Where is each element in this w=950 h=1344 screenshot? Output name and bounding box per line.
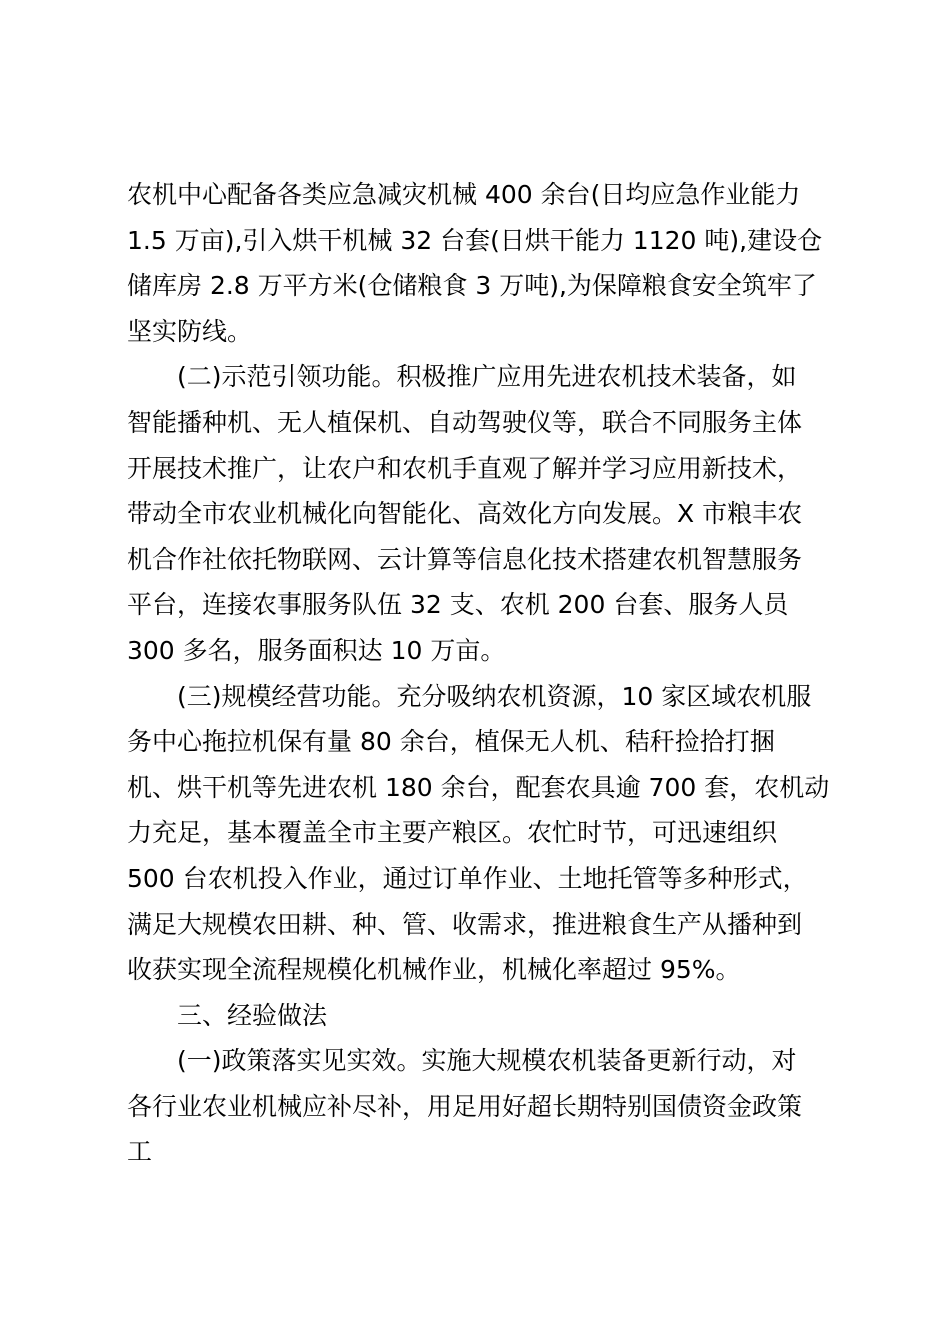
document-body (127, 172, 837, 1175)
text-line: 农机中心配备各类应急减灾机械 400 余台(日均应急作业能力 (127, 180, 801, 209)
text-line: 工 (127, 1137, 153, 1167)
text-line: 500 台农机投入作业，通过订单作业、土地托管等多种形式， (127, 863, 808, 893)
text-line: 机、烘干机等先进农机 180 余台，配套农具逾 700 套，农机动 (127, 772, 830, 802)
text-line: 力充足，基本覆盖全市主要产粮区。农忙时节，可迅速组织 (127, 818, 778, 848)
text-line: 机合作社依托物联网、云计算等信息化技术搭建农机智慧服务 (127, 544, 803, 574)
text-line: 智能播种机、无人植保机、自动驾驶仪等，联合不同服务主体 (127, 407, 803, 437)
text-line: 1.5 万亩),引入烘干机械 32 台套(日烘干能力 1120 吨),建设仓 (127, 225, 823, 255)
text-line: 务中心拖拉机保有量 80 余台，植保无人机、秸秆捡拾打捆 (127, 727, 775, 757)
paragraph-start-line: (一)政策落实见实效。实施大规模农机装备更新行动，对 (177, 1046, 797, 1076)
text-line: 300 多名，服务面积达 10 万亩。 (127, 635, 506, 665)
text-line: 带动全市农业机械化向智能化、高效化方向发展。X 市粮丰农 (127, 499, 803, 529)
paragraph-start-line: (二)示范引领功能。积极推广应用先进农机技术装备，如 (177, 362, 797, 392)
text-line: 坚实防线。 (127, 316, 253, 346)
text-line: 开展技术推广，让农户和农机手直观了解并学习应用新技术， (127, 453, 803, 483)
text-line: 各行业农业机械应补尽补，用足用好超长期特别国债资金政策 (127, 1091, 803, 1121)
text-line: 储库房 2.8 万平方米(仓储粮食 3 万吨),为保障粮食安全筑牢了 (127, 271, 817, 301)
text-line: 收获实现全流程规模化机械作业，机械化率超过 95%。 (127, 955, 741, 985)
paragraph-start-line: (三)规模经营功能。充分吸纳农机资源，10 家区域农机服 (177, 681, 812, 711)
text-line: 满足大规模农田耕、种、管、收需求，推进粮食生产从播种到 (127, 909, 803, 939)
text-line: 平台，连接农事服务队伍 32 支、农机 200 台套、服务人员 (127, 590, 789, 620)
section-heading: 三、经验做法 (177, 1000, 328, 1030)
